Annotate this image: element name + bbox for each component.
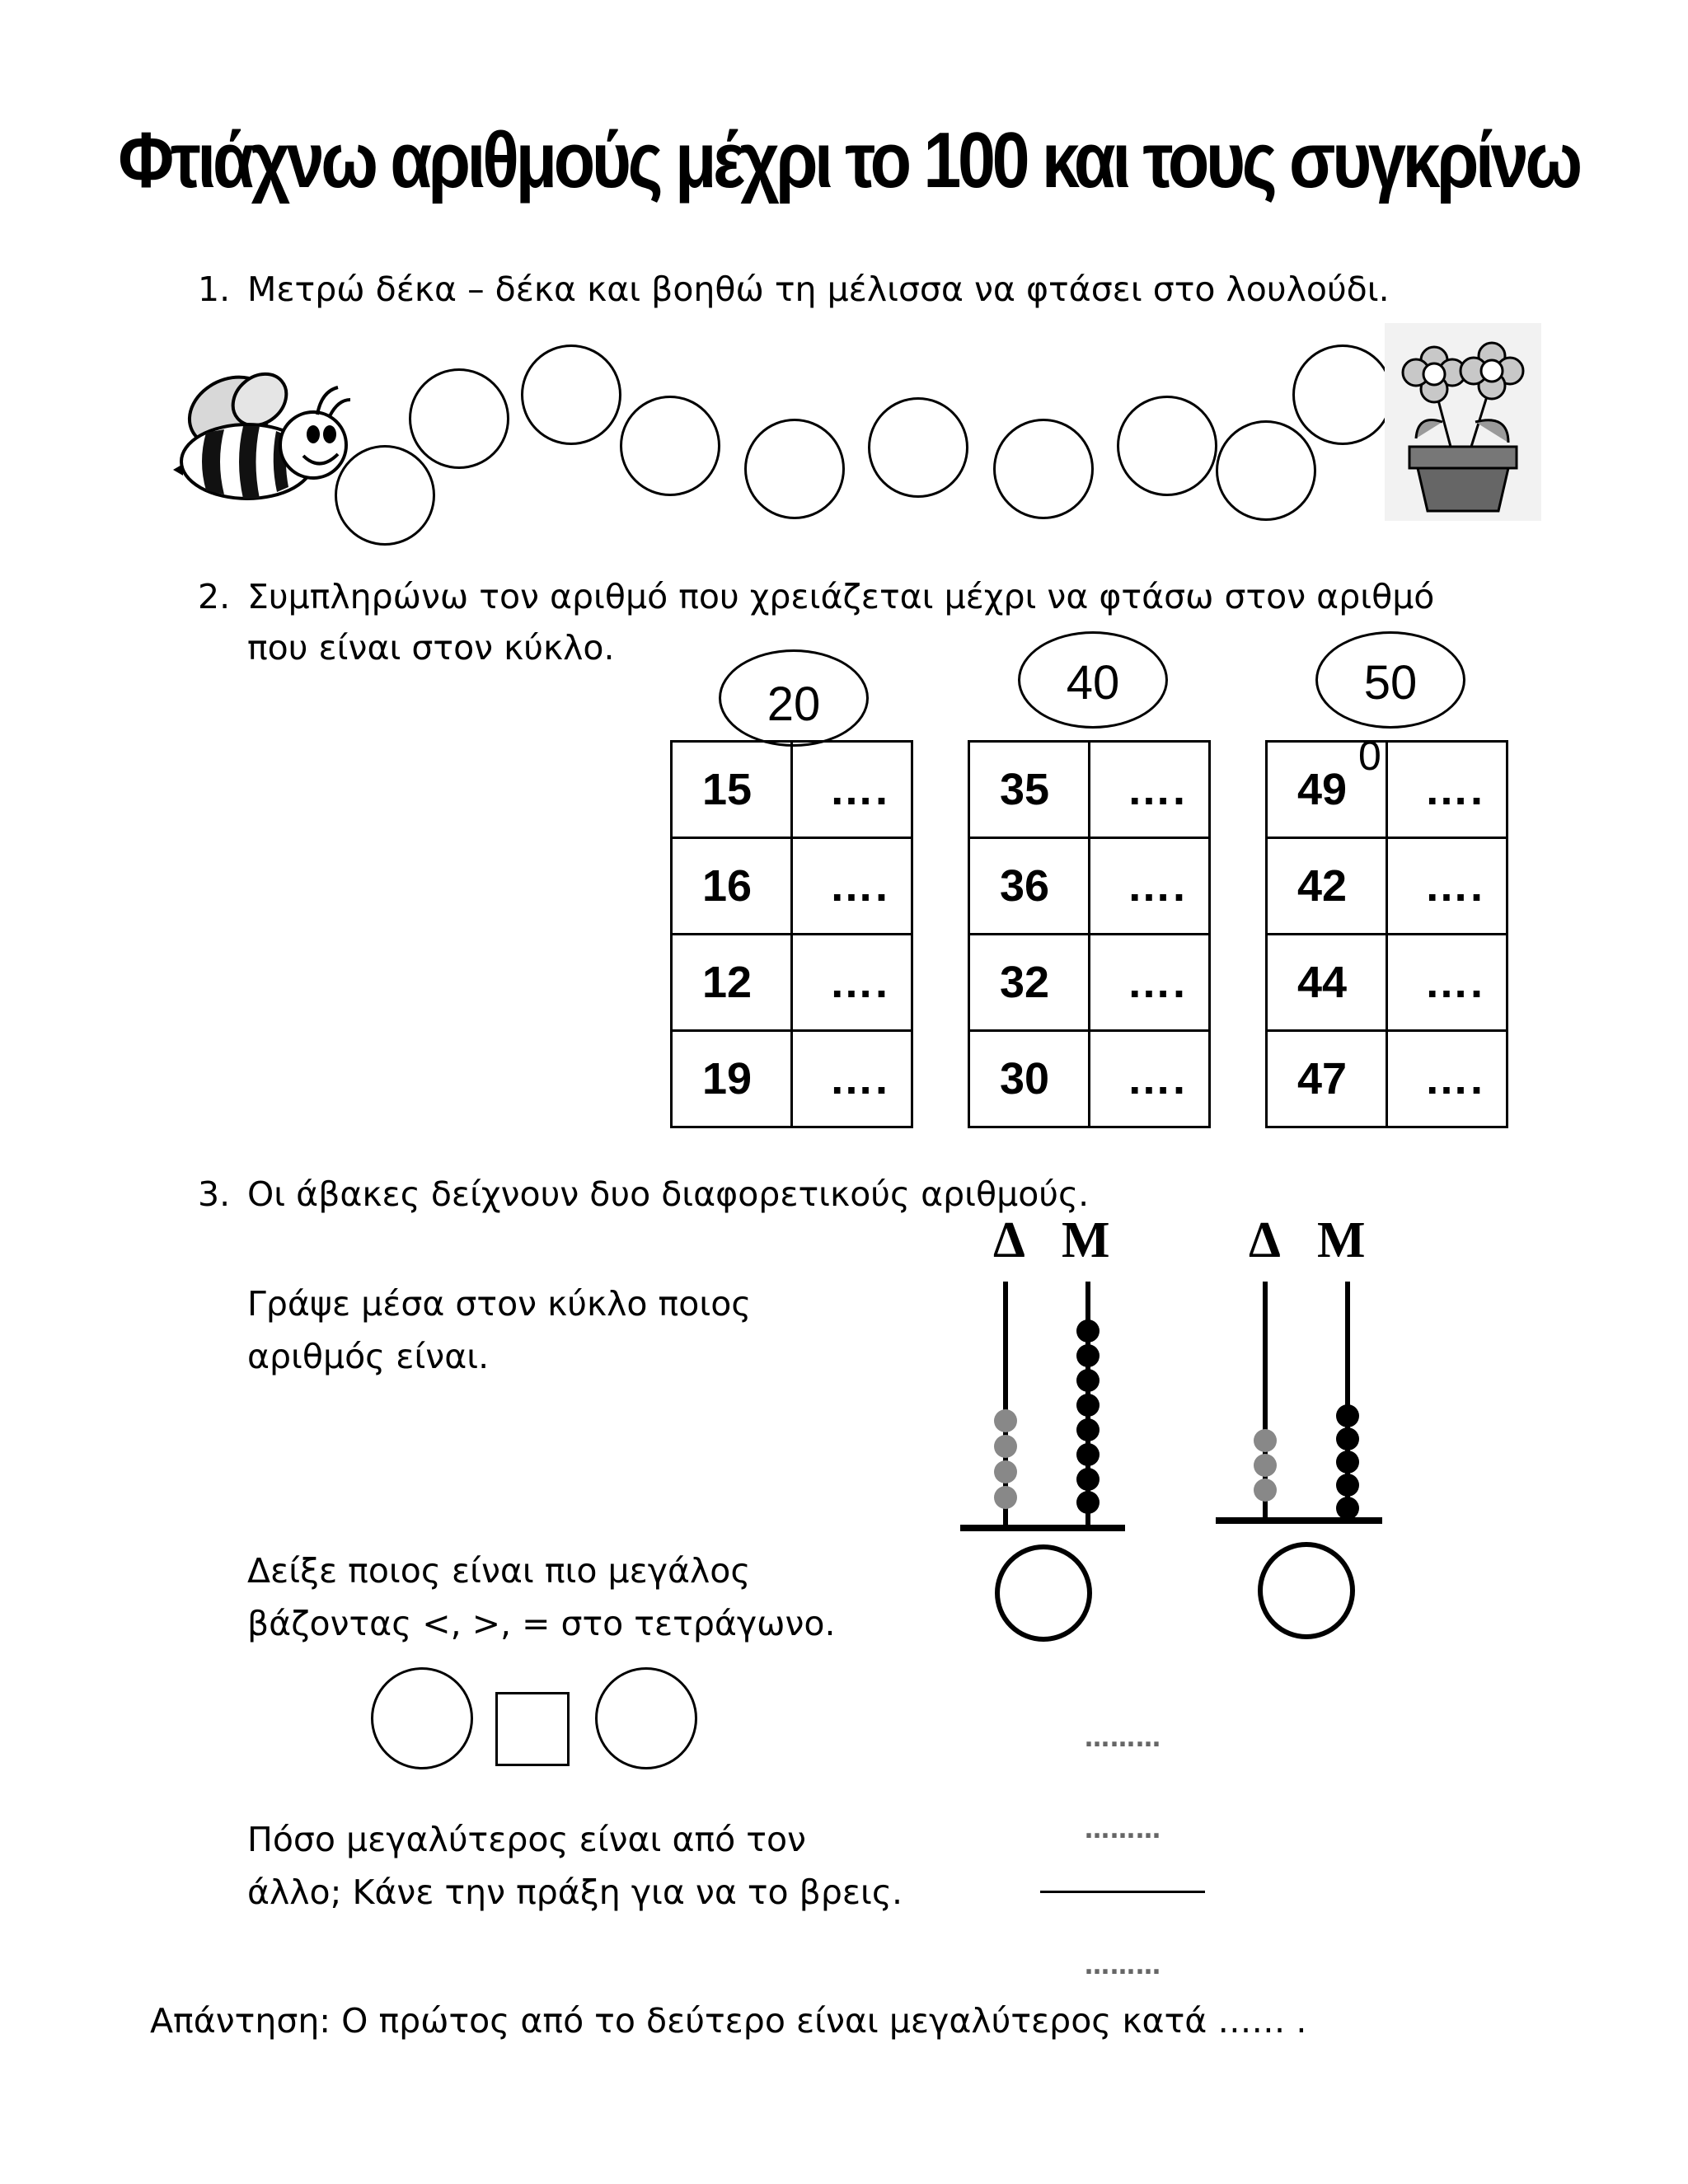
table-row xyxy=(969,935,1210,1031)
given-number: 30 xyxy=(969,1031,1090,1127)
blank-cell[interactable]: …. xyxy=(1090,1031,1210,1127)
step-circle-9[interactable] xyxy=(1216,420,1316,521)
q3-instruction-2-line1: Δείξε ποιος είναι πιο μεγάλος xyxy=(247,1551,751,1591)
operation-result[interactable]: ……… xyxy=(1085,1952,1161,1980)
abacus-1-tens-label: Δ xyxy=(993,1212,1025,1268)
blank-cell[interactable]: …. xyxy=(1090,935,1210,1031)
step-circle-8[interactable] xyxy=(1117,396,1217,496)
blank-cell[interactable]: …. xyxy=(1090,742,1210,838)
flower-pot-icon xyxy=(1385,323,1541,521)
q1-number: 1. xyxy=(198,269,231,309)
q3-instruction-1-line1: Γράψε μέσα στον κύκλο ποιος xyxy=(247,1284,752,1324)
table-row xyxy=(1267,742,1507,838)
given-number: 32 xyxy=(969,935,1090,1031)
given-number: 16 xyxy=(672,838,792,935)
table-row xyxy=(1267,1031,1507,1127)
q3-instruction-3-line1: Πόσο μεγαλύτερος είναι από τον xyxy=(247,1820,806,1859)
operation-line-2[interactable]: ……… xyxy=(1085,1816,1161,1844)
blank-cell[interactable]: …. xyxy=(792,935,912,1031)
given-number: 19 xyxy=(672,1031,792,1127)
q3-number: 3. xyxy=(198,1174,231,1214)
compare-square[interactable] xyxy=(495,1692,570,1766)
abacus-2 xyxy=(1216,1277,1389,1657)
given-number: 42 xyxy=(1267,838,1387,935)
step-circle-2[interactable] xyxy=(409,368,509,469)
operation-divider xyxy=(1040,1891,1205,1893)
q3-instruction-3-line2: άλλο; Κάνε την πράξη για να το βρεις. xyxy=(247,1872,903,1912)
abacus-1 xyxy=(956,1277,1129,1657)
table-row xyxy=(1267,935,1507,1031)
target-value: 20 xyxy=(767,677,821,731)
number-table-2 xyxy=(968,740,1211,1128)
target-overflow-digit: 0 xyxy=(1358,733,1381,779)
given-number: 12 xyxy=(672,935,792,1031)
number-table-3 xyxy=(1265,740,1508,1128)
blank-cell[interactable]: …. xyxy=(1387,838,1507,935)
target-value: 40 xyxy=(1066,656,1120,710)
table-row xyxy=(1267,838,1507,935)
given-number: 36 xyxy=(969,838,1090,935)
step-circle-10[interactable] xyxy=(1292,344,1393,445)
step-circle-3[interactable] xyxy=(521,344,621,445)
table-row xyxy=(969,838,1210,935)
blank-cell[interactable]: …. xyxy=(1387,935,1507,1031)
q2-text-line1: Συμπληρώνω τον αριθμό που χρειάζεται μέχρι να φτάσω στον αριθμό xyxy=(247,577,1435,616)
target-value: 50 xyxy=(1363,656,1418,710)
q3-instruction-2-line2: βάζοντας <, >, = στο τετράγωνο. xyxy=(247,1604,836,1643)
given-number: 47 xyxy=(1267,1031,1387,1127)
step-circle-1[interactable] xyxy=(335,445,435,546)
given-number: 44 xyxy=(1267,935,1387,1031)
target-circle-2 xyxy=(1018,631,1168,729)
blank-cell[interactable]: …. xyxy=(1090,838,1210,935)
blank-cell[interactable]: …. xyxy=(792,1031,912,1127)
blank-cell[interactable]: …. xyxy=(1387,742,1507,838)
abacus-1-units-label: Μ xyxy=(1062,1212,1110,1268)
q1-text: Μετρώ δέκα – δέκα και βοηθώ τη μέλισσα να φτάσει στο λουλούδι. xyxy=(247,269,1390,309)
table-row xyxy=(672,742,912,838)
q2-number: 2. xyxy=(198,577,231,616)
number-table-1 xyxy=(670,740,913,1128)
blank-cell[interactable]: …. xyxy=(792,838,912,935)
given-number: 35 xyxy=(969,742,1090,838)
given-number: 49 xyxy=(1267,742,1387,838)
step-circle-5[interactable] xyxy=(744,419,845,519)
table-row xyxy=(969,1031,1210,1127)
table-row xyxy=(672,1031,912,1127)
q3-instruction-1-line2: αριθμός είναι. xyxy=(247,1337,490,1376)
page-title: Φτιάχνω αριθμούς μέχρι το 100 και τους συγκρίνω xyxy=(118,116,1579,204)
answer-line: Απάντηση: Ο πρώτος από το δεύτερο είναι μεγαλύτερος κατά …… . xyxy=(150,2001,1307,2041)
blank-cell[interactable]: …. xyxy=(792,742,912,838)
abacus-2-units-label: Μ xyxy=(1317,1212,1366,1268)
q2-text-line2: που είναι στον κύκλο. xyxy=(247,628,615,668)
target-circle-3 xyxy=(1315,631,1465,729)
given-number: 15 xyxy=(672,742,792,838)
blank-cell[interactable]: …. xyxy=(1387,1031,1507,1127)
table-row xyxy=(672,935,912,1031)
table-row xyxy=(969,742,1210,838)
bee-icon xyxy=(173,367,354,511)
compare-circle-left[interactable] xyxy=(371,1667,473,1769)
abacus-2-tens-label: Δ xyxy=(1249,1212,1281,1268)
step-circle-7[interactable] xyxy=(993,419,1094,519)
table-row xyxy=(672,838,912,935)
compare-circle-right[interactable] xyxy=(595,1667,697,1769)
q3-text: Οι άβακες δείχνουν δυο διαφορετικούς αριθμούς. xyxy=(247,1174,1090,1214)
target-circle-1 xyxy=(719,649,869,747)
step-circle-6[interactable] xyxy=(868,397,968,498)
step-circle-4[interactable] xyxy=(620,396,720,496)
operation-line-1[interactable]: ……… xyxy=(1085,1724,1161,1753)
